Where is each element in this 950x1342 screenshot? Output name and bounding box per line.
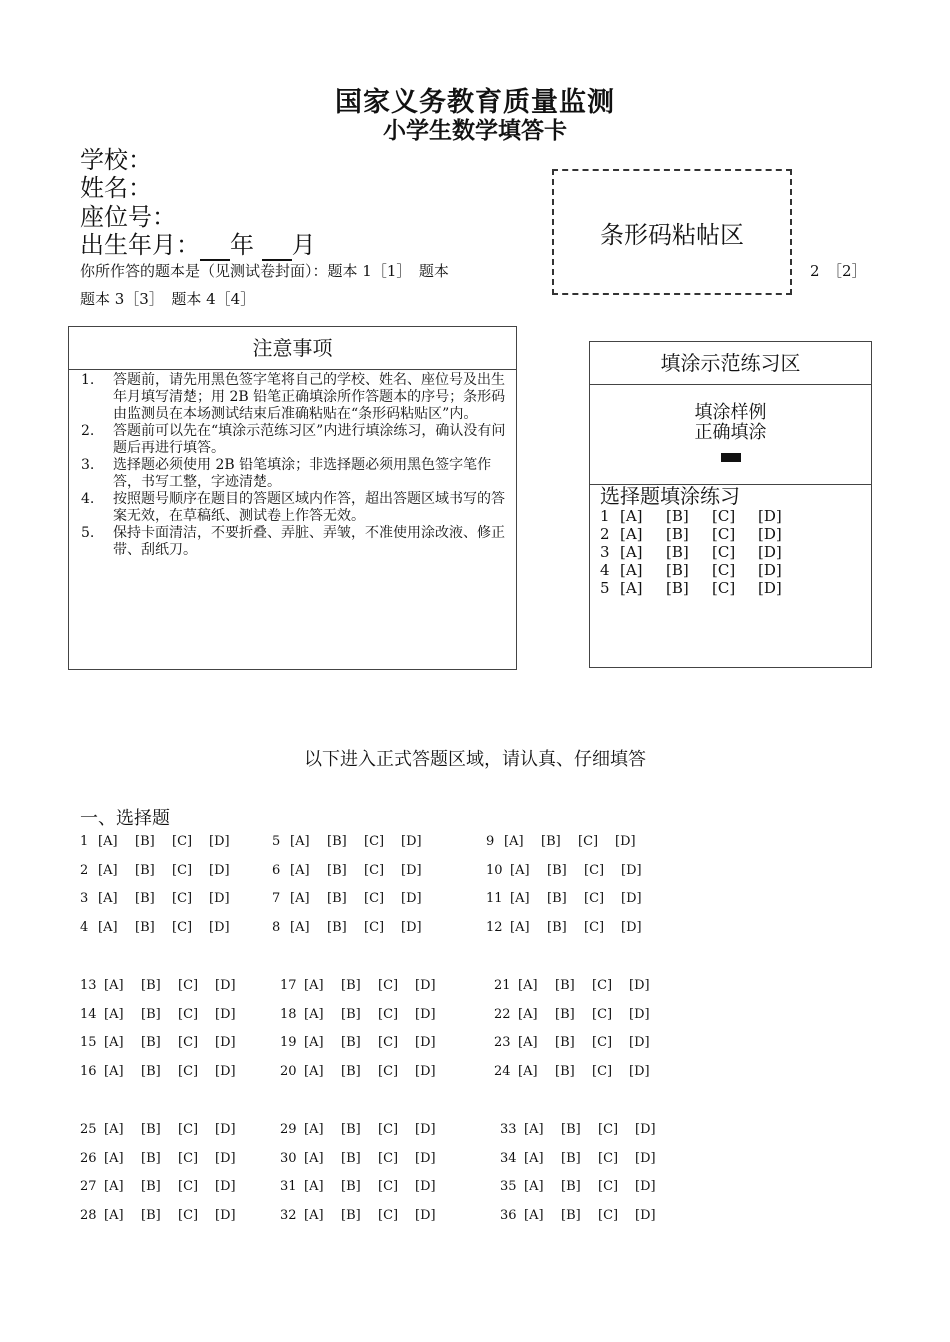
- answer-option[interactable]: [A]: [304, 978, 324, 993]
- practice-option[interactable]: [B]: [666, 525, 689, 543]
- answer-option[interactable]: [A]: [510, 862, 530, 878]
- question-number: 20: [280, 1064, 297, 1080]
- question-row: [272, 863, 438, 878]
- answer-option[interactable]: [B]: [561, 1179, 581, 1195]
- question-number: 27: [80, 1179, 97, 1195]
- entry-instruction: 以下进入正式答题区域，请认真、仔细填答: [304, 749, 646, 770]
- question-number: 17: [280, 978, 297, 993]
- question-number: 29: [280, 1122, 297, 1137]
- practice-option[interactable]: [D]: [758, 525, 782, 543]
- birth-label: 出生年月：: [80, 231, 200, 259]
- answer-option[interactable]: [A]: [104, 1064, 124, 1080]
- answer-option[interactable]: [A]: [104, 1122, 124, 1137]
- section-title: 一、选择题: [80, 808, 170, 829]
- practice-option[interactable]: [D]: [758, 561, 782, 579]
- answer-option[interactable]: [A]: [290, 891, 310, 907]
- practice-option[interactable]: [C]: [712, 525, 736, 543]
- answer-option[interactable]: [B]: [341, 1122, 361, 1137]
- question-number: 33: [500, 1122, 517, 1137]
- question-row: [280, 1035, 452, 1050]
- answer-option[interactable]: [B]: [561, 1122, 581, 1137]
- practice-row: [590, 525, 871, 543]
- booklet-choice-line1-tail[interactable]: 2 ［2］: [810, 262, 867, 280]
- answer-option[interactable]: [C]: [592, 1035, 613, 1051]
- filled-mark-example: [721, 453, 741, 462]
- question-row: [486, 920, 658, 935]
- question-row: [280, 978, 452, 993]
- answer-option[interactable]: [D]: [401, 891, 422, 907]
- answer-option[interactable]: [B]: [555, 1035, 575, 1051]
- practice-option[interactable]: [B]: [666, 507, 689, 525]
- practice-option[interactable]: [D]: [758, 543, 782, 561]
- answer-option[interactable]: [A]: [104, 1150, 124, 1166]
- answer-option[interactable]: [A]: [304, 1006, 324, 1022]
- answer-option[interactable]: [D]: [615, 834, 636, 849]
- answer-option[interactable]: [D]: [415, 978, 436, 993]
- answer-option[interactable]: [C]: [378, 1179, 399, 1195]
- answer-option[interactable]: [C]: [378, 1122, 399, 1137]
- notice-item: 3. 选择题必须使用 2B 铅笔填涂；非选择题必须用黑色签字笔作答，书写工整，字迹清楚。: [81, 457, 492, 490]
- answer-option[interactable]: [C]: [178, 978, 199, 993]
- answer-option[interactable]: [A]: [290, 834, 310, 849]
- answer-option[interactable]: [D]: [415, 1179, 436, 1195]
- seat-label: 座位号：: [80, 203, 176, 231]
- practice-option[interactable]: [A]: [620, 543, 643, 561]
- question-row: [494, 978, 666, 993]
- card-subtitle: 小学生数学填答卡: [383, 117, 567, 144]
- question-row: [280, 1208, 452, 1223]
- question-row: [272, 834, 438, 849]
- answer-option[interactable]: [C]: [592, 978, 613, 993]
- answer-option[interactable]: [D]: [629, 1064, 650, 1080]
- practice-title: 填涂示范练习区: [590, 342, 871, 385]
- answer-option[interactable]: [B]: [135, 862, 155, 878]
- answer-option[interactable]: [C]: [172, 891, 193, 907]
- practice-option[interactable]: [D]: [758, 579, 782, 597]
- sample-label: 填涂样例: [694, 402, 767, 423]
- answer-option[interactable]: [D]: [215, 1035, 236, 1051]
- answer-option[interactable]: [C]: [178, 1150, 199, 1166]
- practice-option[interactable]: [C]: [712, 543, 736, 561]
- birth-year-blank[interactable]: [200, 231, 230, 261]
- answer-option[interactable]: [A]: [524, 1208, 544, 1224]
- question-row: [486, 834, 652, 849]
- answer-option[interactable]: [D]: [415, 1006, 436, 1022]
- booklet-choice-line1[interactable]: 你所作答的题本是（见测试卷封面）：题本 1［1］ 题本: [80, 262, 449, 280]
- answer-option[interactable]: [D]: [629, 978, 650, 993]
- question-number: 34: [500, 1150, 517, 1166]
- practice-option[interactable]: [A]: [620, 507, 643, 525]
- practice-option[interactable]: [A]: [620, 579, 643, 597]
- answer-option[interactable]: [A]: [290, 862, 310, 878]
- question-row: [280, 1151, 452, 1166]
- answer-option[interactable]: [B]: [141, 1179, 161, 1195]
- answer-option[interactable]: [A]: [304, 1035, 324, 1051]
- question-row: [80, 863, 246, 878]
- answer-option[interactable]: [B]: [141, 978, 161, 993]
- question-row: [80, 978, 252, 993]
- birth-field[interactable]: [80, 225, 316, 261]
- question-number: 30: [280, 1150, 297, 1166]
- question-row: [80, 1122, 252, 1137]
- answer-option[interactable]: [D]: [635, 1179, 656, 1195]
- answer-option[interactable]: [C]: [172, 920, 193, 936]
- practice-option[interactable]: [C]: [712, 561, 736, 579]
- question-number: 25: [80, 1122, 97, 1137]
- answer-option[interactable]: [A]: [510, 920, 530, 936]
- practice-row-number: 5: [600, 579, 610, 597]
- question-row: [486, 863, 658, 878]
- answer-option[interactable]: [B]: [135, 920, 155, 936]
- answer-option[interactable]: [A]: [304, 1064, 324, 1080]
- question-row: [494, 1035, 666, 1050]
- practice-choice-title: 选择题填涂练习: [600, 484, 740, 508]
- barcode-label: 条形码粘帖区: [600, 220, 744, 249]
- answer-option[interactable]: [D]: [215, 1179, 236, 1195]
- name-label: 姓名：: [80, 174, 152, 202]
- answer-option[interactable]: [C]: [364, 920, 385, 936]
- answer-option[interactable]: [D]: [215, 978, 236, 993]
- answer-option[interactable]: [C]: [364, 862, 385, 878]
- answer-option[interactable]: [C]: [178, 1122, 199, 1137]
- answer-option[interactable]: [B]: [141, 1006, 161, 1022]
- answer-option[interactable]: [B]: [341, 1208, 361, 1224]
- answer-option[interactable]: [A]: [518, 1035, 538, 1051]
- answer-option[interactable]: [C]: [578, 834, 599, 849]
- question-number: 15: [80, 1035, 97, 1051]
- answer-option[interactable]: [D]: [415, 1035, 436, 1051]
- question-number: 36: [500, 1208, 517, 1224]
- question-number: 1: [80, 834, 89, 849]
- answer-option[interactable]: [C]: [598, 1150, 619, 1166]
- answer-option[interactable]: [D]: [415, 1208, 436, 1224]
- answer-option[interactable]: [A]: [510, 891, 530, 907]
- answer-option[interactable]: [C]: [378, 978, 399, 993]
- question-row: [80, 891, 246, 906]
- question-row: [500, 1179, 672, 1194]
- answer-option[interactable]: [D]: [215, 1064, 236, 1080]
- question-number: 19: [280, 1035, 297, 1051]
- answer-option[interactable]: [B]: [341, 1035, 361, 1051]
- practice-option[interactable]: [A]: [620, 561, 643, 579]
- question-number: 8: [272, 920, 281, 936]
- answer-option[interactable]: [D]: [629, 1035, 650, 1051]
- practice-option[interactable]: [D]: [758, 507, 782, 525]
- answer-option[interactable]: [B]: [341, 1150, 361, 1166]
- question-number: 11: [486, 891, 503, 907]
- question-number: 12: [486, 920, 503, 936]
- answer-option[interactable]: [A]: [98, 891, 118, 907]
- answer-option[interactable]: [C]: [364, 834, 385, 849]
- answer-option[interactable]: [C]: [378, 1150, 399, 1166]
- answer-option[interactable]: [D]: [401, 834, 422, 849]
- answer-option[interactable]: [B]: [555, 1006, 575, 1022]
- practice-row: [590, 579, 871, 597]
- question-number: 6: [272, 862, 281, 878]
- answer-option[interactable]: [A]: [524, 1150, 544, 1166]
- question-number: 22: [494, 1006, 511, 1022]
- answer-option[interactable]: [A]: [104, 1006, 124, 1022]
- booklet-choice-line2[interactable]: 题本 3［3］ 题本 4［4］: [80, 290, 256, 308]
- question-number: 24: [494, 1064, 511, 1080]
- practice-box: [589, 341, 872, 668]
- answer-option[interactable]: [C]: [178, 1006, 199, 1022]
- answer-option[interactable]: [D]: [209, 834, 230, 849]
- answer-option[interactable]: [A]: [104, 1035, 124, 1051]
- notice-item: 1. 答题前，请先用黑色签字笔将自己的学校、姓名、座位号及出生年月填写清楚；用 2B 铅笔正确填涂所作答题本的序号；条形码由监测员在本场测试结束后准确粘贴在“条形码粘贴区”内。: [81, 372, 506, 422]
- answer-option[interactable]: [B]: [141, 1035, 161, 1051]
- practice-row-number: 4: [600, 561, 610, 579]
- answer-option[interactable]: [A]: [518, 978, 538, 993]
- question-row: [272, 891, 438, 906]
- answer-option[interactable]: [B]: [341, 1006, 361, 1022]
- answer-option[interactable]: [C]: [584, 891, 605, 907]
- answer-option[interactable]: [A]: [98, 834, 118, 849]
- birth-month-blank[interactable]: [262, 231, 292, 261]
- answer-option[interactable]: [D]: [215, 1150, 236, 1166]
- answer-option[interactable]: [C]: [592, 1064, 613, 1080]
- question-row: [494, 1007, 666, 1022]
- question-row: [80, 920, 246, 935]
- question-row: [486, 891, 658, 906]
- answer-option[interactable]: [B]: [561, 1150, 581, 1166]
- question-number: 18: [280, 1006, 297, 1022]
- answer-option[interactable]: [C]: [378, 1064, 399, 1080]
- question-number: 28: [80, 1208, 97, 1224]
- question-row: [494, 1064, 666, 1079]
- question-number: 10: [486, 862, 503, 878]
- answer-option[interactable]: [A]: [524, 1179, 544, 1195]
- question-number: 31: [280, 1179, 297, 1195]
- practice-option[interactable]: [B]: [666, 561, 689, 579]
- answer-option[interactable]: [D]: [415, 1122, 436, 1137]
- question-number: 2: [80, 862, 89, 878]
- question-number: 32: [280, 1208, 297, 1224]
- notice-box: [68, 326, 517, 670]
- practice-rows: [590, 507, 871, 597]
- answer-option[interactable]: [D]: [209, 891, 230, 907]
- answer-option[interactable]: [D]: [415, 1064, 436, 1080]
- answer-option[interactable]: [B]: [561, 1208, 581, 1224]
- answer-option[interactable]: [C]: [178, 1064, 199, 1080]
- answer-option[interactable]: [B]: [555, 978, 575, 993]
- practice-sample: [590, 385, 871, 485]
- answer-option[interactable]: [D]: [635, 1208, 656, 1224]
- practice-row: [590, 561, 871, 579]
- question-number: 21: [494, 978, 511, 993]
- question-number: 16: [80, 1064, 97, 1080]
- question-number: 14: [80, 1006, 97, 1022]
- answer-option[interactable]: [C]: [598, 1179, 619, 1195]
- answer-option[interactable]: [B]: [327, 891, 347, 907]
- question-row: [80, 1179, 252, 1194]
- practice-row-number: 1: [600, 507, 610, 525]
- answer-option[interactable]: [B]: [555, 1064, 575, 1080]
- correct-fill-label: 正确填涂: [694, 422, 767, 443]
- answer-option[interactable]: [C]: [592, 1006, 613, 1022]
- question-row: [80, 1007, 252, 1022]
- practice-option[interactable]: [A]: [620, 525, 643, 543]
- answer-option[interactable]: [D]: [635, 1122, 656, 1137]
- practice-row-number: 2: [600, 525, 610, 543]
- practice-row-number: 3: [600, 543, 610, 561]
- answer-option[interactable]: [C]: [178, 1035, 199, 1051]
- answer-option[interactable]: [A]: [104, 1208, 124, 1224]
- question-row: [500, 1122, 672, 1137]
- answer-option[interactable]: [A]: [304, 1208, 324, 1224]
- answer-option[interactable]: [A]: [104, 978, 124, 993]
- practice-option[interactable]: [B]: [666, 579, 689, 597]
- question-row: [280, 1179, 452, 1194]
- answer-option[interactable]: [D]: [621, 920, 642, 936]
- month-label: 月: [291, 231, 316, 259]
- notice-item: 2. 答题前可以先在“填涂示范练习区”内进行填涂练习，确认没有问题后再进行填答。: [81, 423, 506, 456]
- answer-option[interactable]: [B]: [547, 920, 567, 936]
- answer-option[interactable]: [A]: [524, 1122, 544, 1137]
- answer-option[interactable]: [D]: [401, 862, 422, 878]
- answer-option[interactable]: [C]: [172, 862, 193, 878]
- question-number: 9: [486, 834, 495, 849]
- question-row: [80, 1208, 252, 1223]
- answer-option[interactable]: [B]: [135, 834, 155, 849]
- answer-option[interactable]: [D]: [415, 1150, 436, 1166]
- answer-option[interactable]: [D]: [401, 920, 422, 936]
- answer-option[interactable]: [A]: [98, 920, 118, 936]
- answer-option[interactable]: [D]: [629, 1006, 650, 1022]
- answer-option[interactable]: [A]: [518, 1064, 538, 1080]
- answer-option[interactable]: [C]: [584, 862, 605, 878]
- answer-option[interactable]: [D]: [621, 891, 642, 907]
- answer-option[interactable]: [D]: [635, 1150, 656, 1166]
- answer-option[interactable]: [D]: [215, 1122, 236, 1137]
- question-row: [500, 1151, 672, 1166]
- answer-option[interactable]: [A]: [290, 920, 310, 936]
- answer-option[interactable]: [C]: [378, 1035, 399, 1051]
- practice-option[interactable]: [C]: [712, 507, 736, 525]
- answer-option[interactable]: [C]: [178, 1208, 199, 1224]
- answer-option[interactable]: [D]: [215, 1006, 236, 1022]
- year-label: 年: [230, 231, 254, 259]
- question-number: 5: [272, 834, 281, 849]
- question-number: 4: [80, 920, 89, 936]
- answer-option[interactable]: [B]: [141, 1122, 161, 1137]
- barcode-area: [552, 169, 792, 295]
- answer-option[interactable]: [C]: [364, 891, 385, 907]
- practice-option[interactable]: [C]: [712, 579, 736, 597]
- question-number: 26: [80, 1150, 97, 1166]
- answer-option[interactable]: [C]: [378, 1208, 399, 1224]
- notice-item: 4. 按照题号顺序在题目的答题区域内作答，超出答题区域书写的答案无效，在草稿纸、测试卷上作答无效。: [81, 491, 505, 524]
- answer-option[interactable]: [A]: [304, 1150, 324, 1166]
- question-row: [80, 1151, 252, 1166]
- answer-option[interactable]: [D]: [209, 920, 230, 936]
- question-number: 7: [272, 891, 281, 907]
- question-row: [80, 1064, 252, 1079]
- answer-option[interactable]: [C]: [598, 1208, 619, 1224]
- answer-option[interactable]: [B]: [541, 834, 561, 849]
- answer-option[interactable]: [C]: [378, 1006, 399, 1022]
- answer-option[interactable]: [A]: [304, 1122, 324, 1137]
- answer-option[interactable]: [B]: [547, 862, 567, 878]
- answer-option[interactable]: [C]: [598, 1122, 619, 1137]
- school-label: 学校：: [80, 146, 152, 174]
- answer-option[interactable]: [D]: [621, 862, 642, 878]
- question-number: 23: [494, 1035, 511, 1051]
- question-number: 35: [500, 1179, 517, 1195]
- practice-row: [590, 507, 871, 525]
- answer-option[interactable]: [A]: [518, 1006, 538, 1022]
- answer-option[interactable]: [B]: [327, 920, 347, 936]
- question-row: [80, 1035, 252, 1050]
- answer-option[interactable]: [B]: [547, 891, 567, 907]
- answer-option[interactable]: [A]: [304, 1179, 324, 1195]
- question-number: 13: [80, 978, 97, 993]
- answer-option[interactable]: [B]: [141, 1208, 161, 1224]
- answer-option[interactable]: [B]: [135, 891, 155, 907]
- notice-list: [69, 370, 516, 559]
- answer-option[interactable]: [B]: [327, 834, 347, 849]
- answer-option[interactable]: [D]: [215, 1208, 236, 1224]
- question-row: [280, 1007, 452, 1022]
- practice-option[interactable]: [B]: [666, 543, 689, 561]
- question-row: [500, 1208, 672, 1223]
- answer-option[interactable]: [C]: [172, 834, 193, 849]
- question-row: [280, 1122, 452, 1137]
- notice-item: 5. 保持卡面清洁，不要折叠、弄脏、弄皱，不准使用涂改液、修正带、刮纸刀。: [81, 525, 505, 558]
- answer-option[interactable]: [B]: [141, 1150, 161, 1166]
- question-number: 3: [80, 891, 89, 907]
- practice-row: [590, 543, 871, 561]
- answer-option[interactable]: [B]: [327, 862, 347, 878]
- answer-option[interactable]: [A]: [104, 1179, 124, 1195]
- answer-option[interactable]: [B]: [141, 1064, 161, 1080]
- question-row: [80, 834, 246, 849]
- answer-option[interactable]: [B]: [341, 1064, 361, 1080]
- answer-option[interactable]: [A]: [98, 862, 118, 878]
- answer-option[interactable]: [D]: [209, 862, 230, 878]
- card-title: 国家义务教育质量监测: [335, 87, 615, 118]
- question-row: [272, 920, 438, 935]
- answer-option[interactable]: [B]: [341, 1179, 361, 1195]
- notice-title: 注意事项: [69, 327, 516, 370]
- answer-option[interactable]: [C]: [178, 1179, 199, 1195]
- answer-option[interactable]: [C]: [584, 920, 605, 936]
- question-row: [280, 1064, 452, 1079]
- answer-option[interactable]: [A]: [504, 834, 524, 849]
- answer-option[interactable]: [B]: [341, 978, 361, 993]
